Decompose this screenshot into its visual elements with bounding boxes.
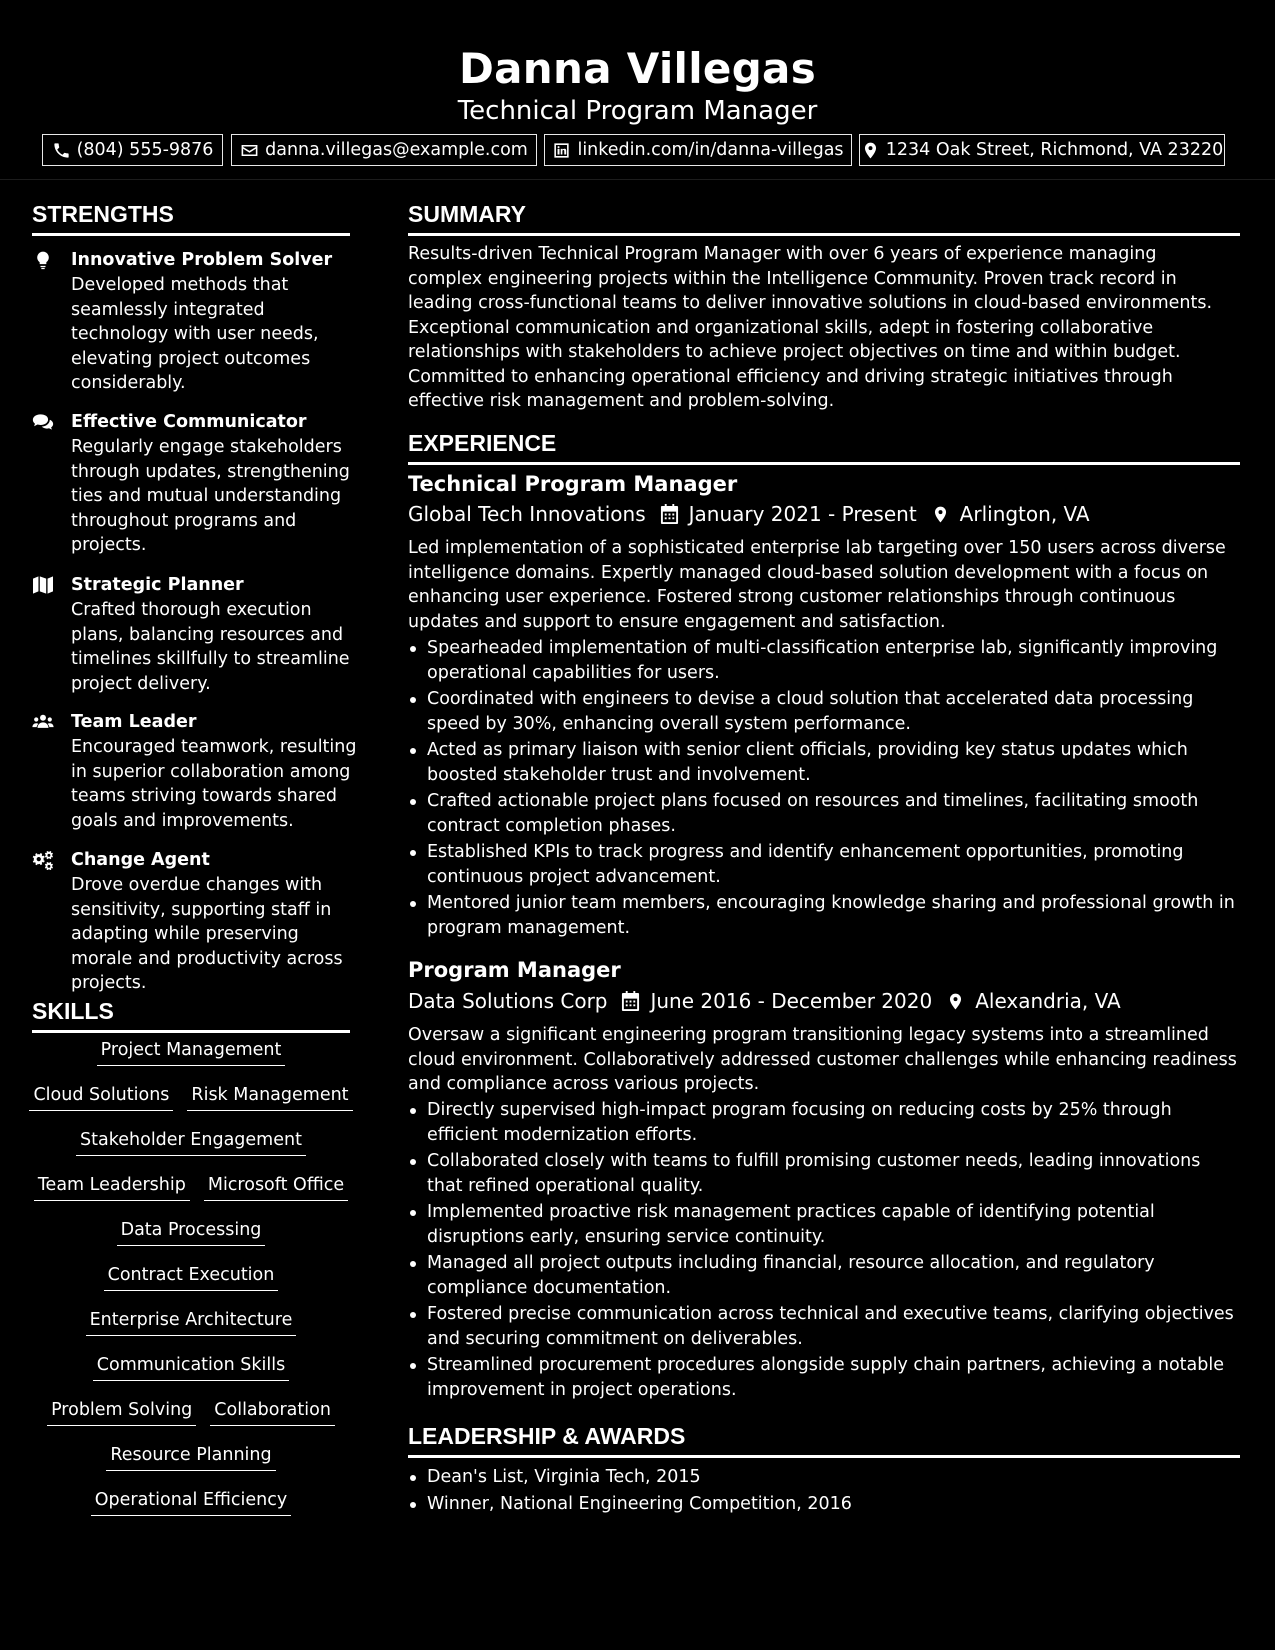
comments-icon bbox=[32, 412, 56, 432]
strength-title: Effective Communicator bbox=[71, 412, 307, 432]
strength-desc: Regularly engage stakeholders through updates, strengthening ties and mutual understanding throughout programs and projects. bbox=[71, 437, 350, 555]
strength-title: Team Leader bbox=[71, 712, 197, 732]
linkedin-icon bbox=[552, 141, 571, 160]
skills-row bbox=[32, 1488, 350, 1533]
job-description: Led implementation of a sophisticated enterprise lab targeting over 150 users across diverse intelligence domains. Expertly managed cloud-based solution development with a focus on enhancing user experience. Fostered strong customer relationships through continuous updates and support to ensure engagement and satisfaction. bbox=[408, 538, 1226, 632]
strength-title: Innovative Problem Solver bbox=[71, 250, 333, 270]
skill-tag: Risk Management bbox=[187, 1083, 352, 1111]
map-pin-icon bbox=[861, 141, 880, 160]
phone-text: (804) 555-9876 bbox=[76, 140, 214, 160]
job-dates: January 2021 - Present bbox=[688, 502, 917, 526]
job-achievements bbox=[408, 1098, 1238, 1404]
job-description: Oversaw a significant engineering program transitioning legacy systems into a streamlined cloud environment. Collaboratively addressed customer challenges while enhancing readiness and compliance across various projects. bbox=[408, 1025, 1237, 1094]
achievement-item: Streamlined procurement procedures alongside supply chain partners, achieving a notable improvement in project operations. bbox=[408, 1353, 1238, 1402]
strength-desc: Drove overdue changes with sensitivity, supporting staff in adapting while preserving morale and productivity across projects. bbox=[71, 875, 343, 993]
map-icon bbox=[32, 575, 56, 595]
strength-title: Strategic Planner bbox=[71, 575, 244, 595]
linkedin-text: linkedin.com/in/danna-villegas bbox=[577, 140, 844, 160]
skill-tag: Microsoft Office bbox=[204, 1173, 348, 1201]
achievement-item: Crafted actionable project plans focused on resources and timelines, facilitating smooth contract completion phases. bbox=[408, 789, 1238, 838]
achievement-item: Implemented proactive risk management practices capable of identifying potential disruptions early, ensuring service continuity. bbox=[408, 1200, 1238, 1249]
skills-list bbox=[32, 1038, 350, 1533]
achievement-item: Established KPIs to track progress and identify enhancement opportunities, promoting continuous project advancement. bbox=[408, 840, 1238, 889]
experience-heading: EXPERIENCE bbox=[408, 429, 1240, 465]
job-company: Data Solutions Corp bbox=[408, 989, 608, 1013]
award-item: Dean's List, Virginia Tech, 2015 bbox=[408, 1465, 1238, 1490]
achievement-item: Fostered precise communication across technical and executive teams, clarifying objectives and securing commitment on deliverables. bbox=[408, 1302, 1238, 1351]
skills-row bbox=[32, 1443, 350, 1488]
phone-icon bbox=[52, 141, 71, 160]
achievement-item: Mentored junior team members, encouraging knowledge sharing and professional growth in program management. bbox=[408, 891, 1238, 940]
skills-row bbox=[32, 1038, 350, 1083]
strength-desc: Encouraged teamwork, resulting in superior collaboration among teams striving towards shared goals and improvements. bbox=[71, 737, 357, 831]
map-pin-icon bbox=[931, 504, 950, 525]
job-dates: June 2016 - December 2020 bbox=[650, 989, 933, 1013]
skills-row bbox=[32, 1263, 350, 1308]
skill-tag: Project Management bbox=[97, 1038, 286, 1066]
job-title: Technical Program Manager bbox=[408, 472, 738, 496]
strength-desc: Developed methods that seamlessly integrated technology with user needs, elevating project outcomes considerably. bbox=[71, 275, 319, 393]
skills-row bbox=[32, 1353, 350, 1398]
envelope-icon bbox=[240, 141, 259, 160]
strengths-heading: STRENGTHS bbox=[32, 200, 350, 236]
strength-desc: Crafted thorough execution plans, balancing resources and timelines skillfully to streamline project delivery. bbox=[71, 600, 350, 694]
skill-tag: Team Leadership bbox=[34, 1173, 190, 1201]
strength-title: Change Agent bbox=[71, 850, 210, 870]
contact-address[interactable] bbox=[859, 134, 1225, 166]
award-item: Winner, National Engineering Competition, 2016 bbox=[408, 1492, 1238, 1517]
contact-linkedin[interactable] bbox=[544, 134, 852, 166]
awards-list bbox=[408, 1465, 1238, 1518]
skill-tag: Collaboration bbox=[210, 1398, 335, 1426]
contact-row bbox=[0, 134, 1275, 166]
achievement-item: Coordinated with engineers to devise a cloud solution that accelerated data processing speed by 30%, enhancing overall system performance. bbox=[408, 687, 1238, 736]
summary-text: Results-driven Technical Program Manager with over 6 years of experience managing complex engineering projects within the Intelligence Community. Proven track record in leading cross-functional teams to deliver innovative solutions in cloud-based environments. Exceptional communication and organizational skills, adept in fostering collaborative relationships with stakeholders to achieve project objectives on time and within budget. Committed to enhancing operational efficiency and driving strategic initiatives through effective risk management and problem-solving. bbox=[408, 244, 1213, 411]
skill-tag: Resource Planning bbox=[106, 1443, 275, 1471]
skill-tag: Operational Efficiency bbox=[91, 1488, 292, 1516]
skill-tag: Stakeholder Engagement bbox=[76, 1128, 306, 1156]
achievement-item: Collaborated closely with teams to fulfill promising customer needs, leading innovations that refined operational quality. bbox=[408, 1149, 1238, 1198]
skill-tag: Enterprise Architecture bbox=[86, 1308, 297, 1336]
skills-row bbox=[32, 1308, 350, 1353]
map-pin-icon bbox=[946, 991, 965, 1012]
email-text: danna.villegas@example.com bbox=[265, 140, 528, 160]
job-achievements bbox=[408, 636, 1238, 942]
achievement-item: Directly supervised high-impact program focusing on reducing costs by 25% through efficient modernization efforts. bbox=[408, 1098, 1238, 1147]
skills-row bbox=[32, 1173, 350, 1218]
skills-row bbox=[32, 1218, 350, 1263]
awards-heading: LEADERSHIP & AWARDS bbox=[408, 1422, 1240, 1458]
skill-tag: Problem Solving bbox=[47, 1398, 196, 1426]
job-meta bbox=[408, 987, 1121, 1015]
job-location: Arlington, VA bbox=[959, 502, 1090, 526]
resume-header bbox=[0, 0, 1275, 180]
skill-tag: Cloud Solutions bbox=[29, 1083, 173, 1111]
gears-icon bbox=[32, 850, 56, 870]
calendar-icon bbox=[621, 991, 640, 1012]
achievement-item: Managed all project outputs including financial, resource allocation, and regulatory compliance documentation. bbox=[408, 1251, 1238, 1300]
users-icon bbox=[32, 712, 56, 732]
job-location: Alexandria, VA bbox=[975, 989, 1121, 1013]
skills-row bbox=[32, 1128, 350, 1173]
contact-email[interactable] bbox=[231, 134, 537, 166]
address-text: 1234 Oak Street, Richmond, VA 23220 bbox=[885, 140, 1224, 160]
job-title: Program Manager bbox=[408, 958, 621, 982]
skills-row bbox=[32, 1083, 350, 1128]
skill-tag: Data Processing bbox=[117, 1218, 266, 1246]
skill-tag: Contract Execution bbox=[104, 1263, 279, 1291]
summary-heading: SUMMARY bbox=[408, 200, 1240, 236]
achievement-item: Acted as primary liaison with senior client officials, providing key status updates which boosted stakeholder trust and involvement. bbox=[408, 738, 1238, 787]
candidate-role: Technical Program Manager bbox=[457, 96, 818, 126]
skills-row bbox=[32, 1398, 350, 1443]
job-company: Global Tech Innovations bbox=[408, 502, 646, 526]
job-meta bbox=[408, 500, 1090, 528]
contact-phone[interactable] bbox=[42, 134, 223, 166]
candidate-name: Danna Villegas bbox=[458, 44, 817, 93]
calendar-icon bbox=[660, 504, 679, 525]
skills-heading: SKILLS bbox=[32, 997, 350, 1033]
achievement-item: Spearheaded implementation of multi-classification enterprise lab, significantly improving operational capabilities for users. bbox=[408, 636, 1238, 685]
skill-tag: Communication Skills bbox=[93, 1353, 289, 1381]
lightbulb-icon bbox=[32, 250, 56, 270]
